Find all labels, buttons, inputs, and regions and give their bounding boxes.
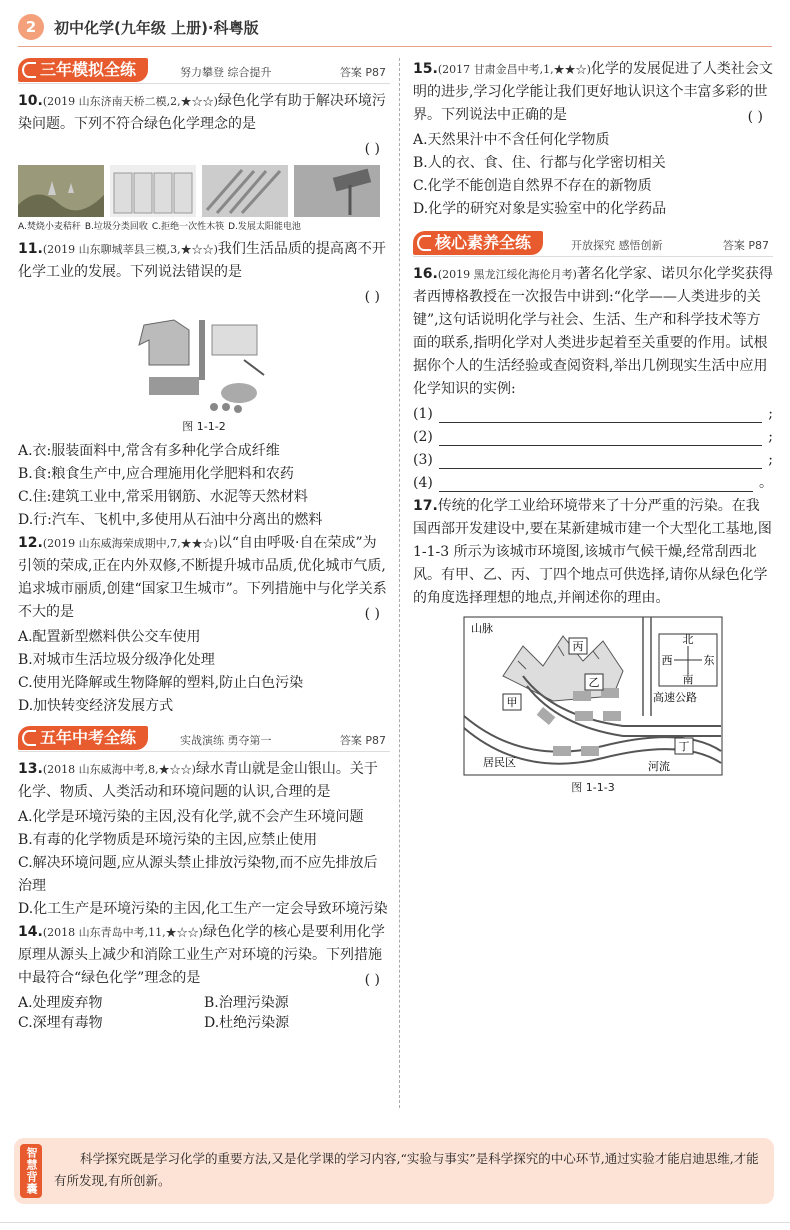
section-header-hexin (413, 231, 773, 257)
question-12: 12.(2019 山东威海荣成期中,7,★★☆)以“自由呼吸·自在荣成”为引领的荣成,正在内外双修,不断提升城市品质,优化城市气质,追求城市丽质,创建“国家卫生城市”。下列措施中与化学关系不大的是 (18, 535, 387, 620)
answer-ref: 答案 P87 (722, 239, 769, 252)
site-bing: 丙 (572, 640, 584, 653)
option: A.化学是环境污染的主因,没有化学,就不会产生环境问题 (18, 809, 364, 825)
section-header-sannian (18, 58, 390, 84)
option: D.化学的研究对象是实验室中的化学药品 (413, 201, 667, 217)
answer-blank-2[interactable]: (2) ; (413, 429, 773, 445)
section-subtitle: 努力攀登 综合提升 (180, 66, 272, 79)
swirl-icon (22, 730, 36, 746)
answer-paren: ( ) (364, 606, 380, 622)
option: A.天然果汁中不含任何化学物质 (413, 132, 610, 148)
left-column (18, 58, 390, 1032)
q10-captions (18, 219, 390, 232)
answer-ref: 答案 P87 (339, 66, 386, 79)
compass-east: 东 (703, 654, 715, 667)
site-jia: 甲 (506, 696, 518, 709)
answer-paren: ( ) (364, 972, 380, 988)
question-14: 14.(2018 山东青岛中考,11,★☆☆)绿色化学的核心是要利用化学原理从源头上减少和消除工业生产对环境的污染。下列措施中最符合“绿色化学”理念的是 (18, 924, 385, 986)
option: A.衣:服装面料中,常含有多种化学合成纤维 (18, 443, 280, 459)
option: C.深埋有毒物 (18, 1015, 103, 1031)
answer-paren: ( ) (364, 141, 380, 157)
figure-caption: 图 1-1-3 (571, 781, 615, 794)
recycling-bins-image (110, 165, 196, 217)
answer-paren: ( ) (364, 289, 380, 305)
compass-west: 西 (661, 654, 673, 667)
page-number: 2 (18, 14, 44, 40)
question-15: 15.(2017 甘肃金昌中考,1,★★☆)化学的发展促进了人类社会文明的进步,学习化学能让我们更好地认识这个丰富多彩的世界。下列说法中正确的是 (413, 61, 773, 123)
section-subtitle: 实战演练 勇夺第一 (180, 734, 272, 747)
option: A.处理废弃物 (18, 995, 103, 1011)
option: D.杜绝污染源 (204, 1015, 290, 1031)
column-divider (399, 58, 400, 1108)
footer-rule (0, 1222, 790, 1223)
answer-blank-1[interactable]: (1) ; (413, 406, 773, 422)
option: D.化工生产是环境污染的主因,化工生产一定会导致环境污染 (18, 901, 388, 917)
swirl-icon (22, 62, 36, 78)
caption-a: A.焚烧小麦秸秆 (18, 222, 81, 232)
option: C.住:建筑工业中,常采用钢筋、水泥等天然材料 (18, 489, 308, 505)
tip-text: 科学探究既是学习化学的重要方法,又是化学课的学习内容,“实验与事实”是科学探究的中心环节,通过实验才能启迪思维,才能有所发现,有所创新。 (54, 1151, 759, 1188)
option: C.解决环境问题,应从源头禁止排放污染物,而不应先排放后治理 (18, 855, 378, 894)
swirl-icon (417, 235, 431, 251)
site-ding: 丁 (678, 740, 690, 753)
caption-b: B.垃圾分类回收 (84, 222, 148, 232)
answer-ref: 答案 P87 (339, 734, 386, 747)
option: B.对城市生活垃圾分级净化处理 (18, 652, 215, 668)
right-column (413, 58, 773, 801)
label-residential: 居民区 (483, 756, 516, 769)
option: D.行:汽车、飞机中,多使用从石油中分离出的燃料 (18, 512, 323, 528)
section-subtitle: 开放探究 感悟创新 (571, 239, 663, 252)
section-title: 五年中考全练 (18, 726, 148, 750)
question-10: 10.(2019 山东济南天桥二模,2,★☆☆)绿色化学有助于解决环境污染问题。下列不符合绿色化学理念的是 (18, 93, 386, 132)
options-row (18, 1012, 390, 1032)
option: C.化学不能创造自然界不存在的新物质 (413, 178, 652, 194)
label-highway: 高速公路 (653, 691, 697, 704)
figure-1-1-2 (18, 315, 390, 434)
option: B.食:粮食生产中,应合理施用化学肥料和农药 (18, 466, 294, 482)
burning-straw-image (18, 165, 104, 217)
answer-blank-4[interactable]: (4) 。 (413, 475, 773, 491)
answer-paren: ( ) (747, 109, 763, 125)
header-rule (18, 46, 772, 47)
option: A.配置新型燃料供公交车使用 (18, 629, 201, 645)
question-17: 17.传统的化学工业给环境带来了十分严重的污染。在我国西部开发建设中,要在某新建城市建一个大型化工基地,图 1-1-3 所示为该城市环境图,该城市气候干燥,经常刮西北风。有甲、乙、丙、丁四个地点可供选择,请你从绿色化学的角度选择理想的地点,并阐述你的理由。 (413, 498, 772, 606)
option: D.加快转变经济发展方式 (18, 698, 174, 714)
city-map (463, 616, 723, 776)
question-13: 13.(2018 山东威海中考,8,★☆☆)绿水青山就是金山银山。关于化学、物质、人类活动和环境问题的认识,合理的是 (18, 761, 378, 800)
compass-north: 北 (682, 633, 694, 646)
compass-south: 南 (682, 673, 694, 686)
site-yi: 乙 (588, 676, 600, 689)
page-header (0, 0, 790, 50)
option: B.人的衣、食、住、行都与化学密切相关 (413, 155, 666, 171)
section-header-wunian (18, 726, 390, 752)
section-title: 核心素养全练 (413, 231, 543, 255)
question-11: 11.(2019 山东聊城莘县三模,3,★☆☆)我们生活品质的提高离不开化学工业的发展。下列说法错误的是 (18, 241, 386, 280)
question-16: 16.(2019 黑龙江绥化海伦月考)著名化学家、诺贝尔化学奖获得者西博格教授在一次报告中讲到:“化学——人类进步的关键”,这句话说明化学与社会、生活、生产和科学技术等方面的联系,指明化学对人类进步起着至关重要的作用。试根据你个人的生活经验或查阅资料,举出几例现实生活中应用化学知识的实例: (413, 266, 773, 397)
wisdom-tip-box (14, 1138, 774, 1204)
answer-blank-3[interactable]: (3) ; (413, 452, 773, 468)
chopsticks-image (202, 165, 288, 217)
q10-images (18, 165, 390, 217)
section-title: 三年模拟全练 (18, 58, 148, 82)
option: B.有毒的化学物质是环境污染的主因,应禁止使用 (18, 832, 318, 848)
figure-caption: 图 1-1-2 (182, 420, 226, 433)
solar-panel-image (294, 165, 380, 217)
caption-d: D.发展太阳能电池 (228, 222, 301, 232)
options-row (18, 992, 390, 1012)
label-river: 河流 (648, 760, 670, 773)
label-mountain: 山脉 (471, 622, 493, 635)
option: B.治理污染源 (204, 995, 289, 1011)
option: C.使用光降解或生物降解的塑料,防止白色污染 (18, 675, 304, 691)
life-items-illustration (134, 315, 274, 415)
book-title: 初中化学(九年级 上册)·科粤版 (54, 19, 259, 37)
figure-1-1-3 (413, 616, 773, 795)
tip-tag: 智慧背囊 (20, 1144, 42, 1198)
caption-c: C.拒绝一次性木筷 (151, 222, 225, 232)
